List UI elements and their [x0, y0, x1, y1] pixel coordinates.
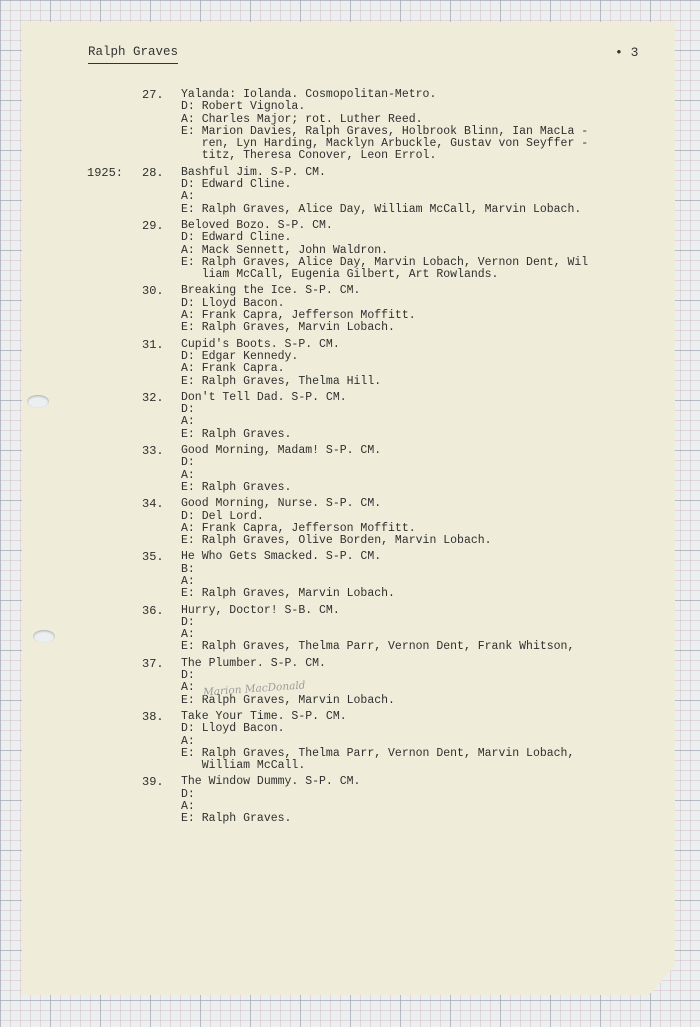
entry-credit-line: D: Del Lord. — [181, 509, 264, 523]
entry-credit-line: E: Ralph Graves. — [181, 427, 292, 441]
entry-body — [181, 392, 641, 441]
entry-credit-line: liam McCall, Eugenia Gilbert, Art Rowlands. — [181, 268, 499, 282]
entry-credit-line: A: — [181, 681, 195, 695]
entry-title: Bashful Jim. S-P. CM. — [181, 165, 326, 179]
entry-title: Good Morning, Madam! S-P. CM. — [181, 444, 382, 458]
entry-body — [181, 445, 641, 494]
filmography-entry — [0, 551, 700, 600]
entry-title: Breaking the Ice. S-P. CM. — [181, 284, 361, 298]
entry-number: 37. — [142, 656, 164, 671]
entry-body — [181, 498, 641, 547]
entry-credit-line: titz, Theresa Conover, Leon Errol. — [181, 149, 437, 163]
entry-number: 38. — [142, 709, 164, 724]
entry-credit-line: A: Mack Sennett, John Waldron. — [181, 243, 389, 257]
handwritten-note: Marion MacDonald — [202, 679, 306, 699]
entry-credit-line: E: Ralph Graves, Alice Day, Marvin Lobach, Vernon Dent, Wil — [181, 255, 589, 269]
filmography-entry — [0, 445, 700, 494]
entry-credit-line: E: Ralph Graves, Olive Borden, Marvin Lobach. — [181, 534, 492, 548]
entry-number: 34. — [142, 497, 164, 512]
entry-credit-line: A: — [181, 800, 195, 814]
entry-credit-line: D: Robert Vignola. — [181, 100, 306, 114]
entry-body — [181, 285, 641, 334]
page-number: • 3 — [615, 45, 639, 60]
entry-credit-line: A: — [181, 734, 195, 748]
filmography-entry — [0, 285, 700, 334]
filmography-entry — [0, 89, 700, 163]
entry-title: Don't Tell Dad. S-P. CM. — [181, 390, 347, 404]
entry-credit-line: E: Marion Davies, Ralph Graves, Holbrook Blinn, Ian MacLa - — [181, 124, 589, 138]
entry-credit-line: D: — [181, 615, 195, 629]
entry-credit-line: E: Ralph Graves, Marvin Lobach. — [181, 321, 395, 335]
entry-body — [181, 167, 641, 216]
entry-title: Yalanda: Iolanda. Cosmopolitan-Metro. — [181, 88, 437, 101]
entry-credit-line: E: Ralph Graves. — [181, 480, 292, 494]
entry-credit-line: A: — [181, 574, 195, 588]
entry-number: 29. — [142, 218, 164, 233]
filmography-entry — [0, 498, 700, 547]
entry-credit-line: E: Ralph Graves, Thelma Parr, Vernon Dent, Marvin Lobach, — [181, 746, 575, 760]
entry-credit-line: E: Ralph Graves, Thelma Parr, Vernon Dent, Frank Whitson, — [181, 640, 575, 654]
entry-credit-line: D: Edward Cline. — [181, 178, 292, 192]
entry-title: The Window Dummy. S-P. CM. — [181, 775, 361, 789]
entry-credit-line: A: Charles Major; rot. Luther Reed. — [181, 112, 423, 126]
entry-number: 39. — [142, 775, 164, 790]
filmography-entry — [0, 167, 700, 216]
entry-number: 32. — [142, 390, 164, 405]
entry-title: Good Morning, Nurse. S-P. CM. — [181, 497, 382, 511]
entry-number: 30. — [142, 284, 164, 299]
entry-number: 28. — [142, 165, 164, 180]
entry-credit-line: D: Edgar Kennedy. — [181, 349, 299, 363]
entry-credit-line: D: — [181, 456, 195, 470]
entry-credit-line: A: — [181, 415, 195, 429]
entry-credit-line: A: Frank Capra. — [181, 362, 285, 376]
entry-body — [181, 776, 641, 825]
entry-title: The Plumber. S-P. CM. — [181, 656, 326, 670]
entry-credit-line: A: Frank Capra, Jefferson Moffitt. — [181, 521, 416, 535]
entry-credit-line: E: Ralph Graves, Marvin Lobach. — [181, 587, 395, 601]
entry-credit-line: E: Ralph Graves, Thelma Hill. — [181, 374, 382, 388]
entry-credit-line: D: — [181, 669, 195, 683]
entry-credit-line: E: Ralph Graves, Marvin Lobach. — [181, 693, 395, 707]
entry-body — [181, 605, 641, 654]
entry-credit-line: D: — [181, 787, 195, 801]
entry-credit-line: D: Edward Cline. — [181, 231, 292, 245]
entry-credit-line: William McCall. — [181, 759, 306, 773]
entry-title: He Who Gets Smacked. S-P. CM. — [181, 550, 382, 564]
entry-body — [181, 89, 641, 163]
filmography-entry — [0, 392, 700, 441]
filmography-entry — [0, 220, 700, 281]
filmography-entry — [0, 776, 700, 825]
entry-credit-line: A: Frank Capra, Jefferson Moffitt. — [181, 309, 416, 323]
entry-credit-line: A: — [181, 628, 195, 642]
entry-credit-line: D: Lloyd Bacon. — [181, 296, 285, 310]
entry-credit-line: E: Ralph Graves. — [181, 812, 292, 826]
filmography-entry — [0, 605, 700, 654]
entry-title: Hurry, Doctor! S-B. CM. — [181, 603, 340, 617]
entry-year: 1925: — [87, 165, 124, 180]
entry-body — [181, 339, 641, 388]
entry-credit-line: B: — [181, 562, 195, 576]
entry-credit-line: A: — [181, 190, 195, 204]
entry-title: Cupid's Boots. S-P. CM. — [181, 337, 340, 351]
entry-credit-line: ren, Lyn Harding, Macklyn Arbuckle, Gustav von Seyffer - — [181, 137, 589, 151]
entry-credit-line: A: — [181, 468, 195, 482]
filmography-list — [0, 89, 700, 830]
entry-body — [181, 711, 641, 772]
filmography-entry — [0, 339, 700, 388]
header-name: Ralph Graves — [88, 45, 178, 64]
entry-number: 33. — [142, 444, 164, 459]
entry-number: 27. — [142, 88, 164, 102]
entry-title: Take Your Time. S-P. CM. — [181, 709, 347, 723]
entry-title: Beloved Bozo. S-P. CM. — [181, 218, 333, 232]
filmography-entry — [0, 711, 700, 772]
entry-number: 36. — [142, 603, 164, 618]
entry-credit-line: E: Ralph Graves, Alice Day, William McCall, Marvin Lobach. — [181, 202, 582, 216]
filmography-entry — [0, 658, 700, 707]
entry-credit-line: D: — [181, 403, 195, 417]
entry-number: 35. — [142, 550, 164, 565]
entry-number: 31. — [142, 337, 164, 352]
entry-credit-line: D: Lloyd Bacon. — [181, 722, 285, 736]
entry-body — [181, 220, 641, 281]
entry-body — [181, 551, 641, 600]
